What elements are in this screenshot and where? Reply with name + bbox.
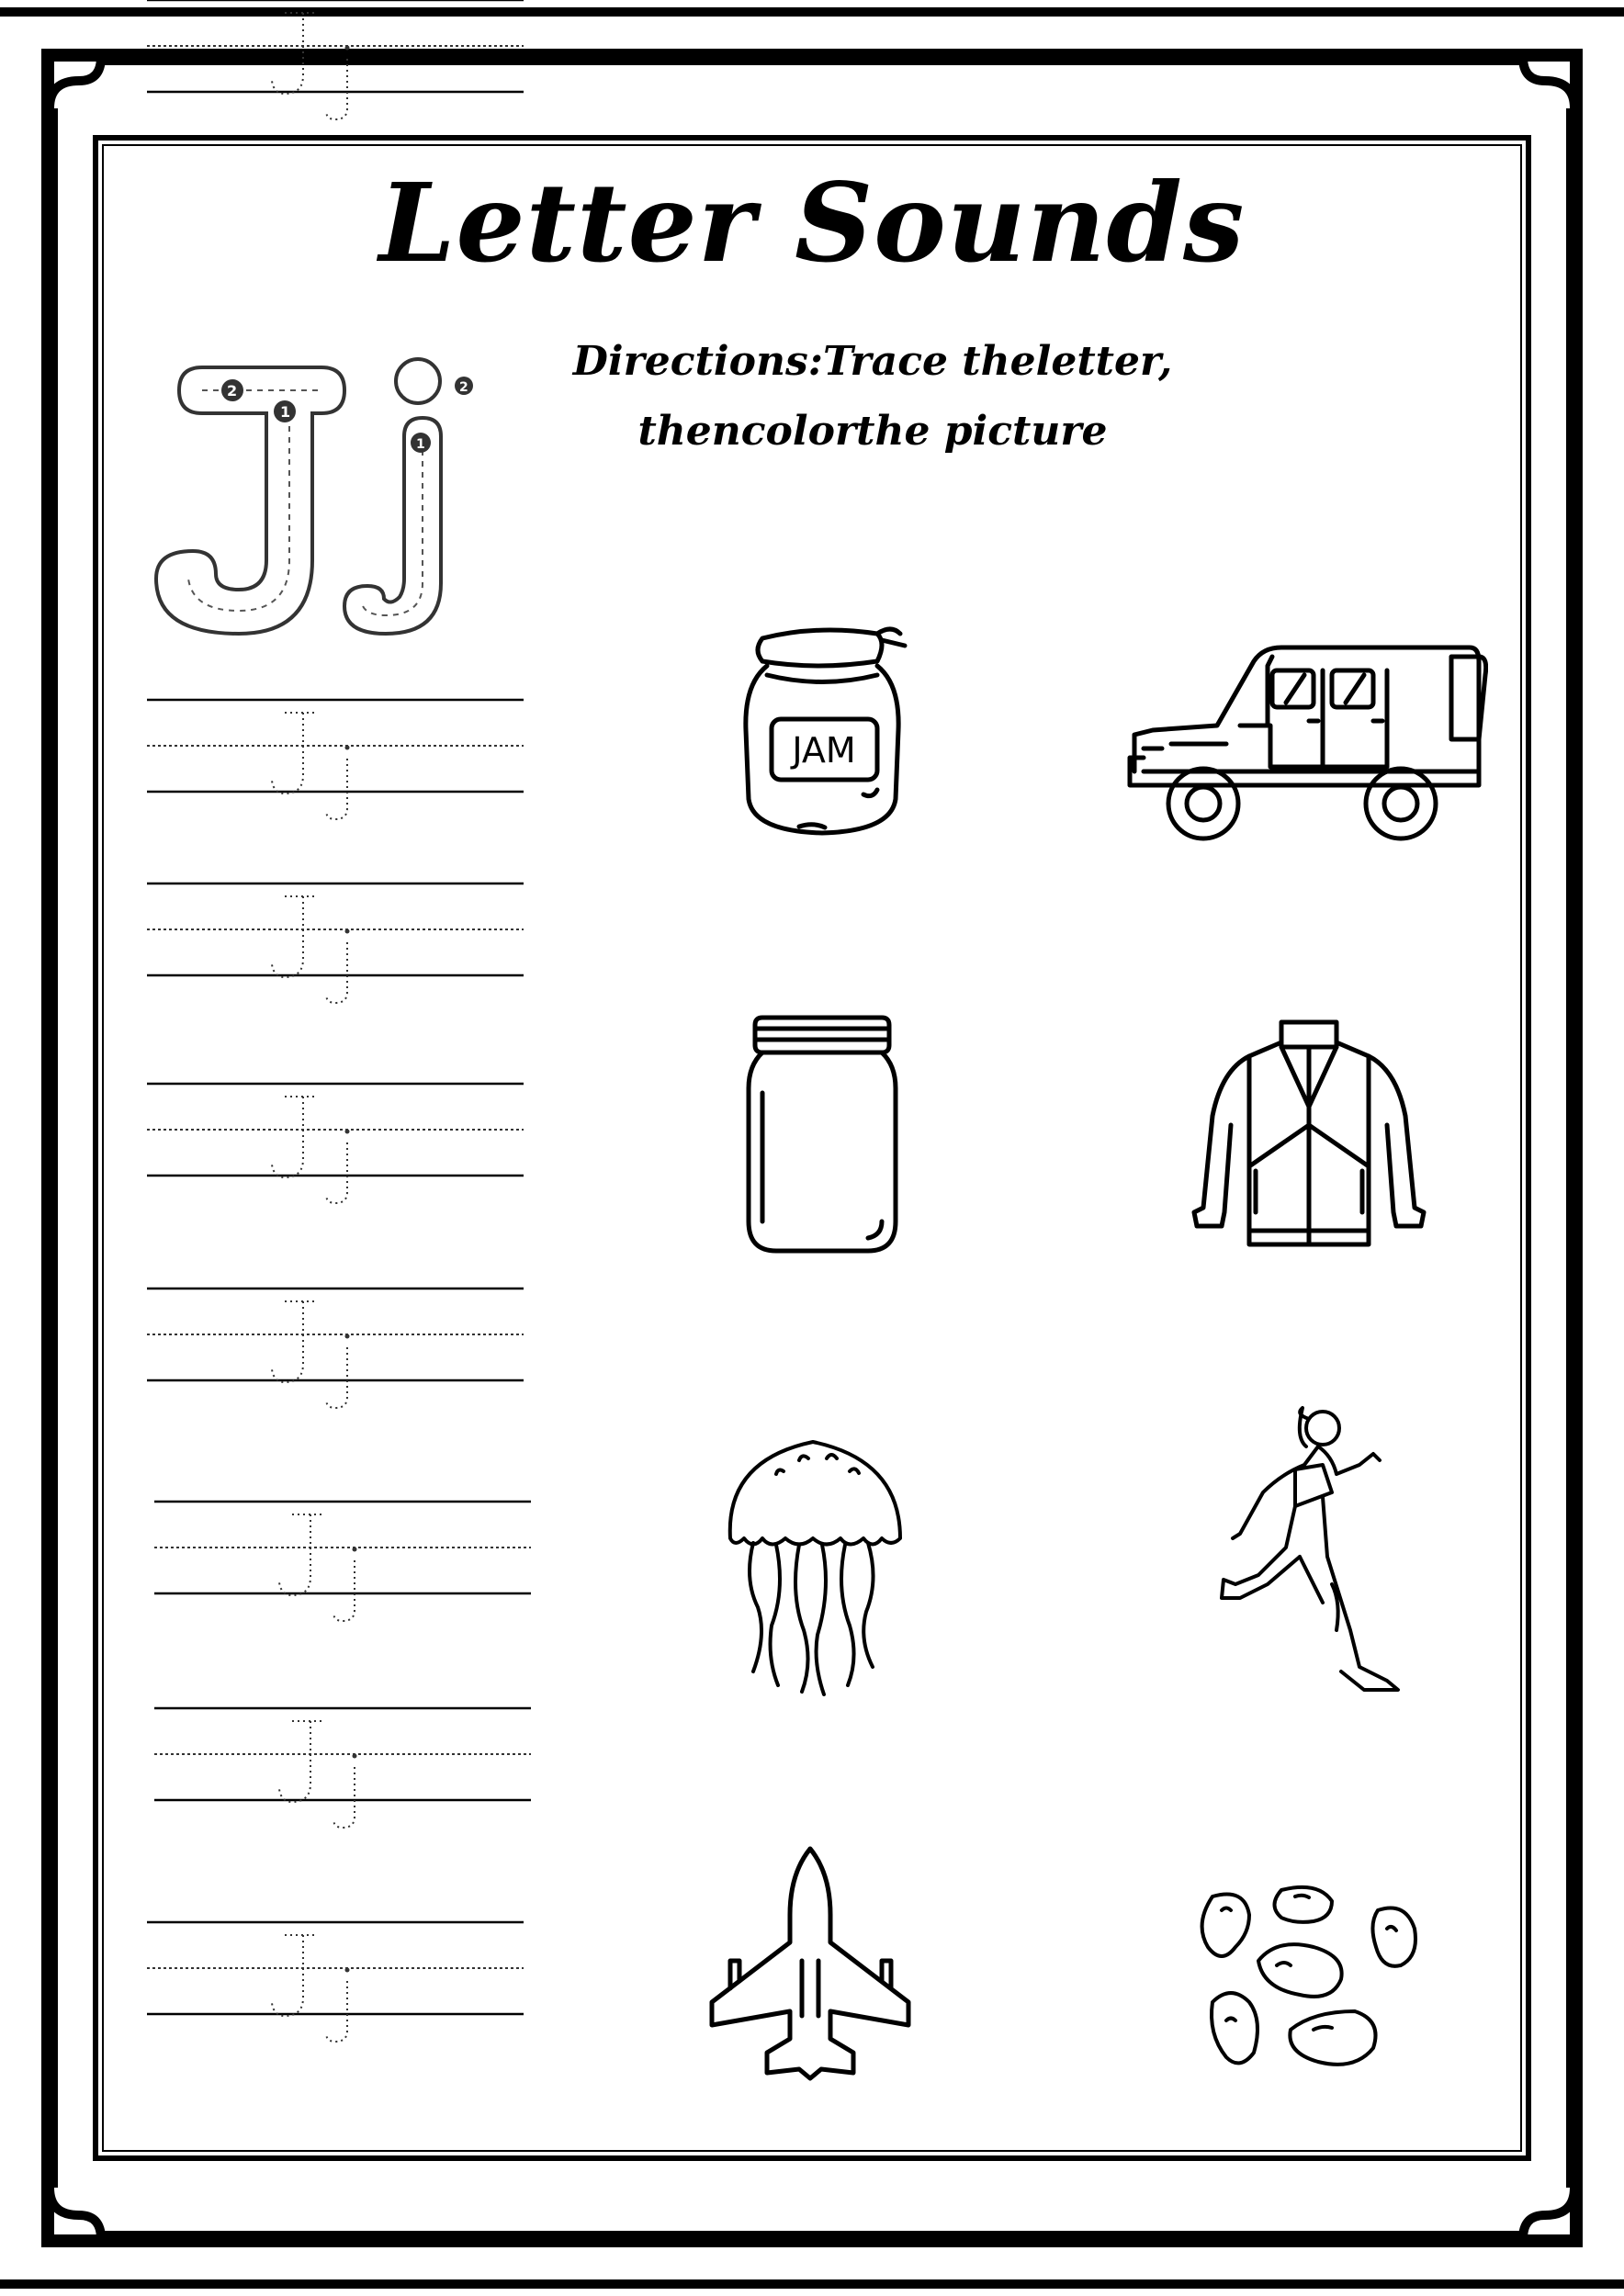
jam-jar-icon [726,620,928,850]
practice-row[interactable] [147,0,524,119]
svg-text:2: 2 [459,380,468,395]
jacket-icon [1190,1015,1428,1254]
stroke-number-1: 1 [280,403,291,421]
jogger-icon [1203,1401,1405,1699]
svg-text:1: 1 [416,437,425,452]
directions-line-1: Directions:Trace theletter, [572,338,1173,385]
jelly-beans-icon [1194,1883,1428,2080]
jet-icon [703,1841,919,2085]
jellyfish-icon [721,1433,909,1699]
jam-label: JAM [792,730,856,771]
page-title: Letter Sounds [378,159,1246,287]
jar-icon [744,1010,900,1258]
directions-line-2: thencolorthe picture [637,408,1108,455]
stroke-number-2: 2 [227,382,238,400]
jeep-icon [1125,638,1488,850]
